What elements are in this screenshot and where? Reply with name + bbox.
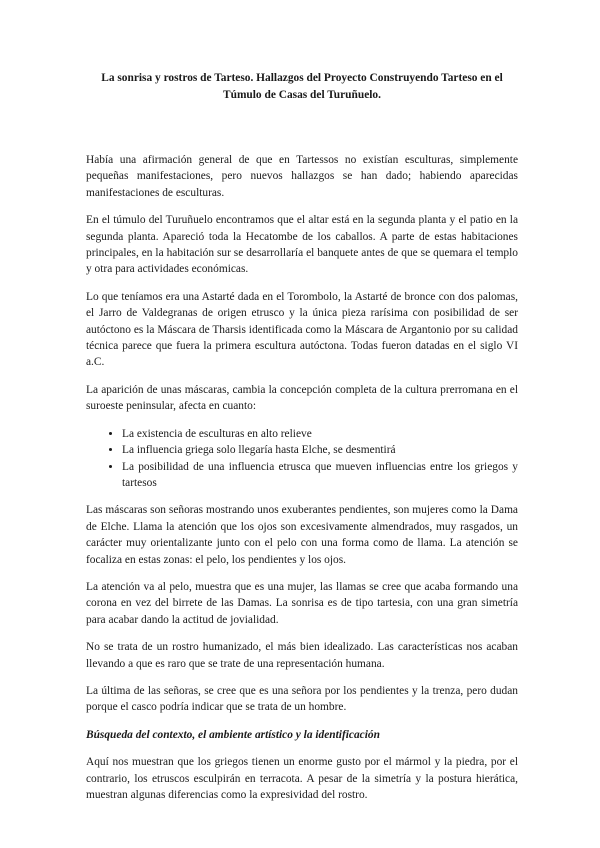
paragraph-tumulo: En el túmulo del Turuñuelo encontramos que el altar está en la segunda planta y el patio en la segunda planta. Apareció toda la Hecatombe de los caballos. A parte de estas habitaciones principales, en la habitación sur se desarrollaría el banquete antes de que se quemara el templo y otra para actividades económicas. (86, 214, 518, 276)
paragraph-rostro: No se trata de un rostro humanizado, el más bien idealizado. Las características nos acaban llevando a que es raro que se trate de una representación humana. (86, 641, 518, 670)
paragraph-griegos: Aquí nos muestran que los griegos tienen un enorme gusto por el mármol y la piedra, por el contrario, los etruscos esculpirán en terracota. A pesar de la simetría y la postura hierática, muestran algunas diferencias como la expresividad del rostro. (86, 756, 518, 801)
paragraph-intro: Había una afirmación general de que en Tartessos no existían esculturas, simplemente pequeñas manifestaciones, pero nuevos hallazgos se han dado; habiendo aparecidas manifestaciones de esculturas. (86, 154, 518, 199)
paragraph-piezas: Lo que teníamos era una Astarté dada en el Torombolo, la Astarté de bronce con dos palomas, el Jarro de Valdegranas de origen etrusco y la única pieza rarísima con posibilidad de ser autóctono es la Máscara de Tharsis identificada como la Máscara de Argantonio por su calidad técnica parece que fuera la primera escultura autóctona. Todas fueron datadas en el siglo VI a.C. (86, 290, 518, 369)
paragraph-ultima: La última de las señoras, se cree que es una señora por los pendientes y la trenza, pero dudan porque el casco podría indicar que se trata de un hombre. (86, 684, 518, 714)
bullet-item: • La existencia de esculturas en alto relieve (122, 426, 518, 442)
document-body (86, 152, 518, 814)
bullet-list (86, 426, 518, 492)
paragraph-senoras: Las máscaras son señoras mostrando unos exuberantes pendientes, son mujeres como la Dama de Elche. Llama la atención que los ojos son excesivamente almendrados, muy rasgados, un carácter muy orientalizante junto con el pelo con una forma como de llama. La atención se focaliza en estas zonas: el pelo, los pendientes y los ojos. (86, 504, 518, 566)
paragraph-mascaras: La aparición de unas máscaras, cambia la concepción completa de la cultura prerromana en el suroeste peninsular, afecta en cuanto: (86, 383, 518, 413)
section-subheading: Búsqueda del contexto, el ambiente artístico y la identificación (86, 728, 380, 741)
document-title: La sonrisa y rostros de Tarteso. Hallazgos del Proyecto Construyendo Tarteso en el Túmulo de Casas del Turuñuelo. (101, 72, 503, 101)
bullet-item: • La influencia griega solo llegaría hasta Elche, se desmentirá (122, 442, 518, 458)
paragraph-pelo: La atención va al pelo, muestra que es una mujer, las llamas se cree que acaba formando una corona en vez del birrete de las Damas. La sonrisa es de tipo tartesia, con una gran simetría para acabar dando la actitud de jovialidad. (86, 580, 518, 626)
bullet-item: • La posibilidad de una influencia etrusca que mueven influencias entre los griegos y tartesos (122, 459, 518, 492)
